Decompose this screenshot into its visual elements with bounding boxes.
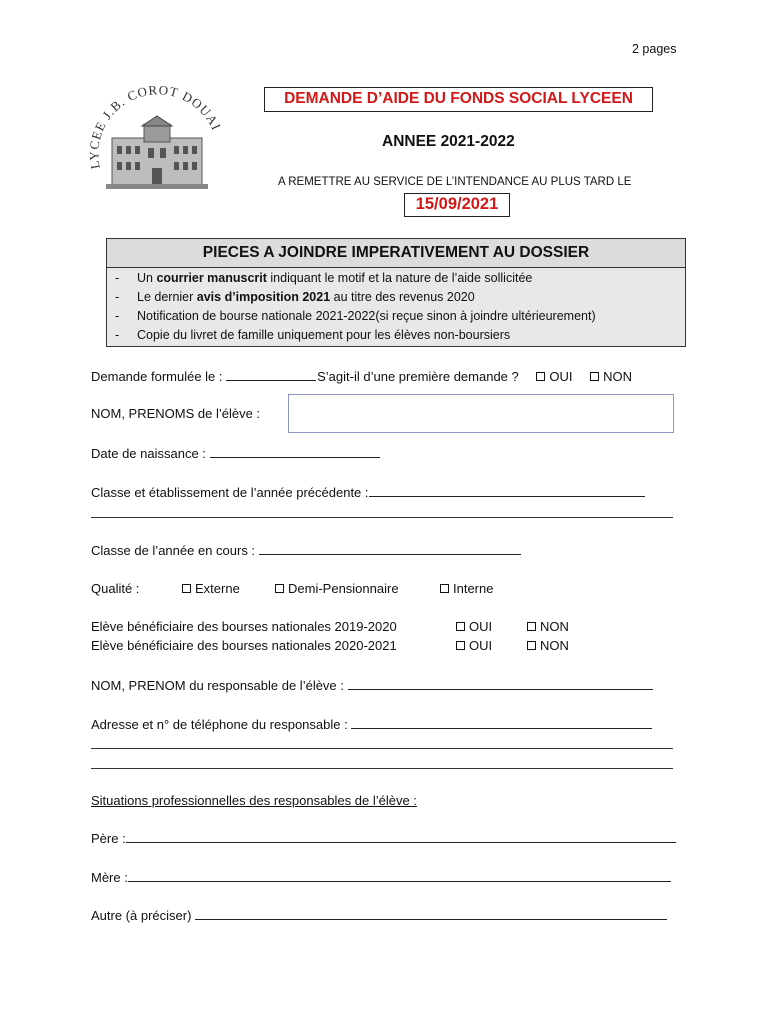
item-text: Le dernier: [137, 290, 197, 304]
item-text: indiquant le motif et la nature de l’aide sollicitée: [266, 271, 533, 285]
item-text: au titre des revenus 2020: [330, 290, 475, 304]
scholarship-2020-oui-label: OUI: [469, 638, 493, 653]
status-demi-label: Demi-Pensionnaire: [288, 581, 399, 596]
request-date-label: Demande formulée le :: [91, 369, 227, 384]
item-bold-text: courrier manuscrit: [156, 271, 267, 285]
mother-row: [91, 869, 671, 885]
first-request-non-checkbox[interactable]: [590, 372, 599, 381]
previous-class-field-line-2[interactable]: [91, 517, 673, 518]
status-demi-checkbox[interactable]: [275, 584, 284, 593]
school-year: ANNEE 2021-2022: [382, 133, 515, 150]
other-label: Autre (à préciser): [91, 908, 196, 923]
form-title: DEMANDE D’AIDE DU FONDS SOCIAL LYCEEN: [264, 87, 653, 112]
scholarship-2020-non-checkbox[interactable]: [527, 641, 536, 650]
scholarship-2019-label: Elève bénéficiaire des bourses nationales 2019-2020: [91, 619, 397, 634]
required-documents-heading: PIECES A JOINDRE IMPERATIVEMENT AU DOSSIER: [106, 238, 686, 268]
student-name-input[interactable]: [288, 394, 674, 433]
scholarship-2019-oui-checkbox[interactable]: [456, 622, 465, 631]
current-class-label: Classe de l’année en cours :: [91, 543, 259, 558]
father-row: [91, 830, 676, 846]
guardian-address-label: Adresse et n° de téléphone du responsable :: [91, 717, 352, 732]
current-class-field[interactable]: [259, 542, 521, 555]
status-externe-label: Externe: [195, 581, 240, 596]
list-item: [115, 326, 685, 345]
scholarship-2019-non-option: [527, 619, 569, 634]
status-externe-checkbox[interactable]: [182, 584, 191, 593]
list-item: [115, 288, 685, 307]
list-dash: -: [115, 271, 120, 285]
guardian-name-row: [91, 677, 653, 693]
student-name-label: NOM, PRENOMS de l’élève :: [91, 406, 261, 421]
school-logo-image: [82, 76, 232, 202]
guardian-name-label: NOM, PRENOM du responsable de l’élève :: [91, 678, 348, 693]
item-text: Copie du livret de famille uniquement pour les élèves non-boursiers: [137, 328, 511, 342]
submission-instruction: A REMETTRE AU SERVICE DE L’INTENDANCE AU PLUS TARD LE: [278, 176, 632, 188]
birthdate-field[interactable]: [210, 445, 380, 458]
scholarship-2020-non-option: [527, 638, 569, 653]
scholarship-2019-non-checkbox[interactable]: [527, 622, 536, 631]
scholarship-2019-non-label: NON: [540, 619, 569, 634]
list-dash: -: [115, 290, 120, 304]
status-interne-label: Interne: [453, 581, 494, 596]
other-field[interactable]: [195, 907, 667, 920]
list-dash: -: [115, 328, 120, 342]
logo-text: LYCEE J.B. COROT DOUAI: [86, 82, 225, 171]
father-label: Père :: [91, 831, 126, 846]
mother-field[interactable]: [128, 869, 671, 882]
scholarship-2019-oui-option: [456, 619, 492, 634]
birthdate-label: Date de naissance :: [91, 446, 210, 461]
list-dash: -: [115, 309, 120, 323]
status-demi-option: [275, 581, 399, 596]
request-date-field[interactable]: [226, 368, 316, 381]
current-class-row: [91, 542, 521, 558]
mother-label: Mère :: [91, 870, 128, 885]
scholarship-2019-oui-label: OUI: [469, 619, 493, 634]
scholarship-2020-label: Elève bénéficiaire des bourses nationales 2020-2021: [91, 638, 397, 653]
item-text: Notification de bourse nationale 2021-2022(si reçue sinon à joindre ultérieurement): [137, 309, 596, 323]
first-request-label: S’agit-il d’une première demande ?: [317, 369, 519, 384]
school-logo: [82, 76, 232, 202]
first-request-non-label: NON: [603, 369, 633, 384]
required-documents-list: [106, 268, 686, 347]
professional-situation-heading: Situations professionnelles des responsables de l’élève :: [91, 793, 417, 808]
guardian-address-field-line-3[interactable]: [91, 768, 673, 769]
deadline-date: 15/09/2021: [404, 193, 510, 217]
item-bold-text: avis d’imposition 2021: [196, 290, 331, 304]
scholarship-2020-oui-checkbox[interactable]: [456, 641, 465, 650]
birthdate-row: [91, 445, 380, 461]
list-item: [115, 269, 685, 288]
previous-class-label: Classe et établissement de l’année précédente :: [91, 485, 369, 500]
status-externe-option: [182, 581, 240, 596]
father-field[interactable]: [126, 830, 676, 843]
status-label: Qualité :: [91, 581, 140, 596]
guardian-address-field[interactable]: [351, 716, 652, 729]
item-text: Un: [137, 271, 157, 285]
status-interne-checkbox[interactable]: [440, 584, 449, 593]
first-request-oui-label: OUI: [549, 369, 573, 384]
guardian-address-field-line-2[interactable]: [91, 748, 673, 749]
request-date-row: [91, 368, 632, 384]
other-row: [91, 907, 667, 923]
previous-class-field[interactable]: [369, 484, 645, 497]
scholarship-2020-oui-option: [456, 638, 492, 653]
guardian-address-row: [91, 716, 652, 732]
list-item: [115, 307, 685, 326]
status-interne-option: [440, 581, 493, 596]
scholarship-2020-non-label: NON: [540, 638, 569, 653]
previous-class-row: [91, 484, 645, 500]
guardian-name-field[interactable]: [348, 677, 653, 690]
first-request-oui-checkbox[interactable]: [536, 372, 545, 381]
page-count-note: 2 pages: [632, 42, 677, 56]
